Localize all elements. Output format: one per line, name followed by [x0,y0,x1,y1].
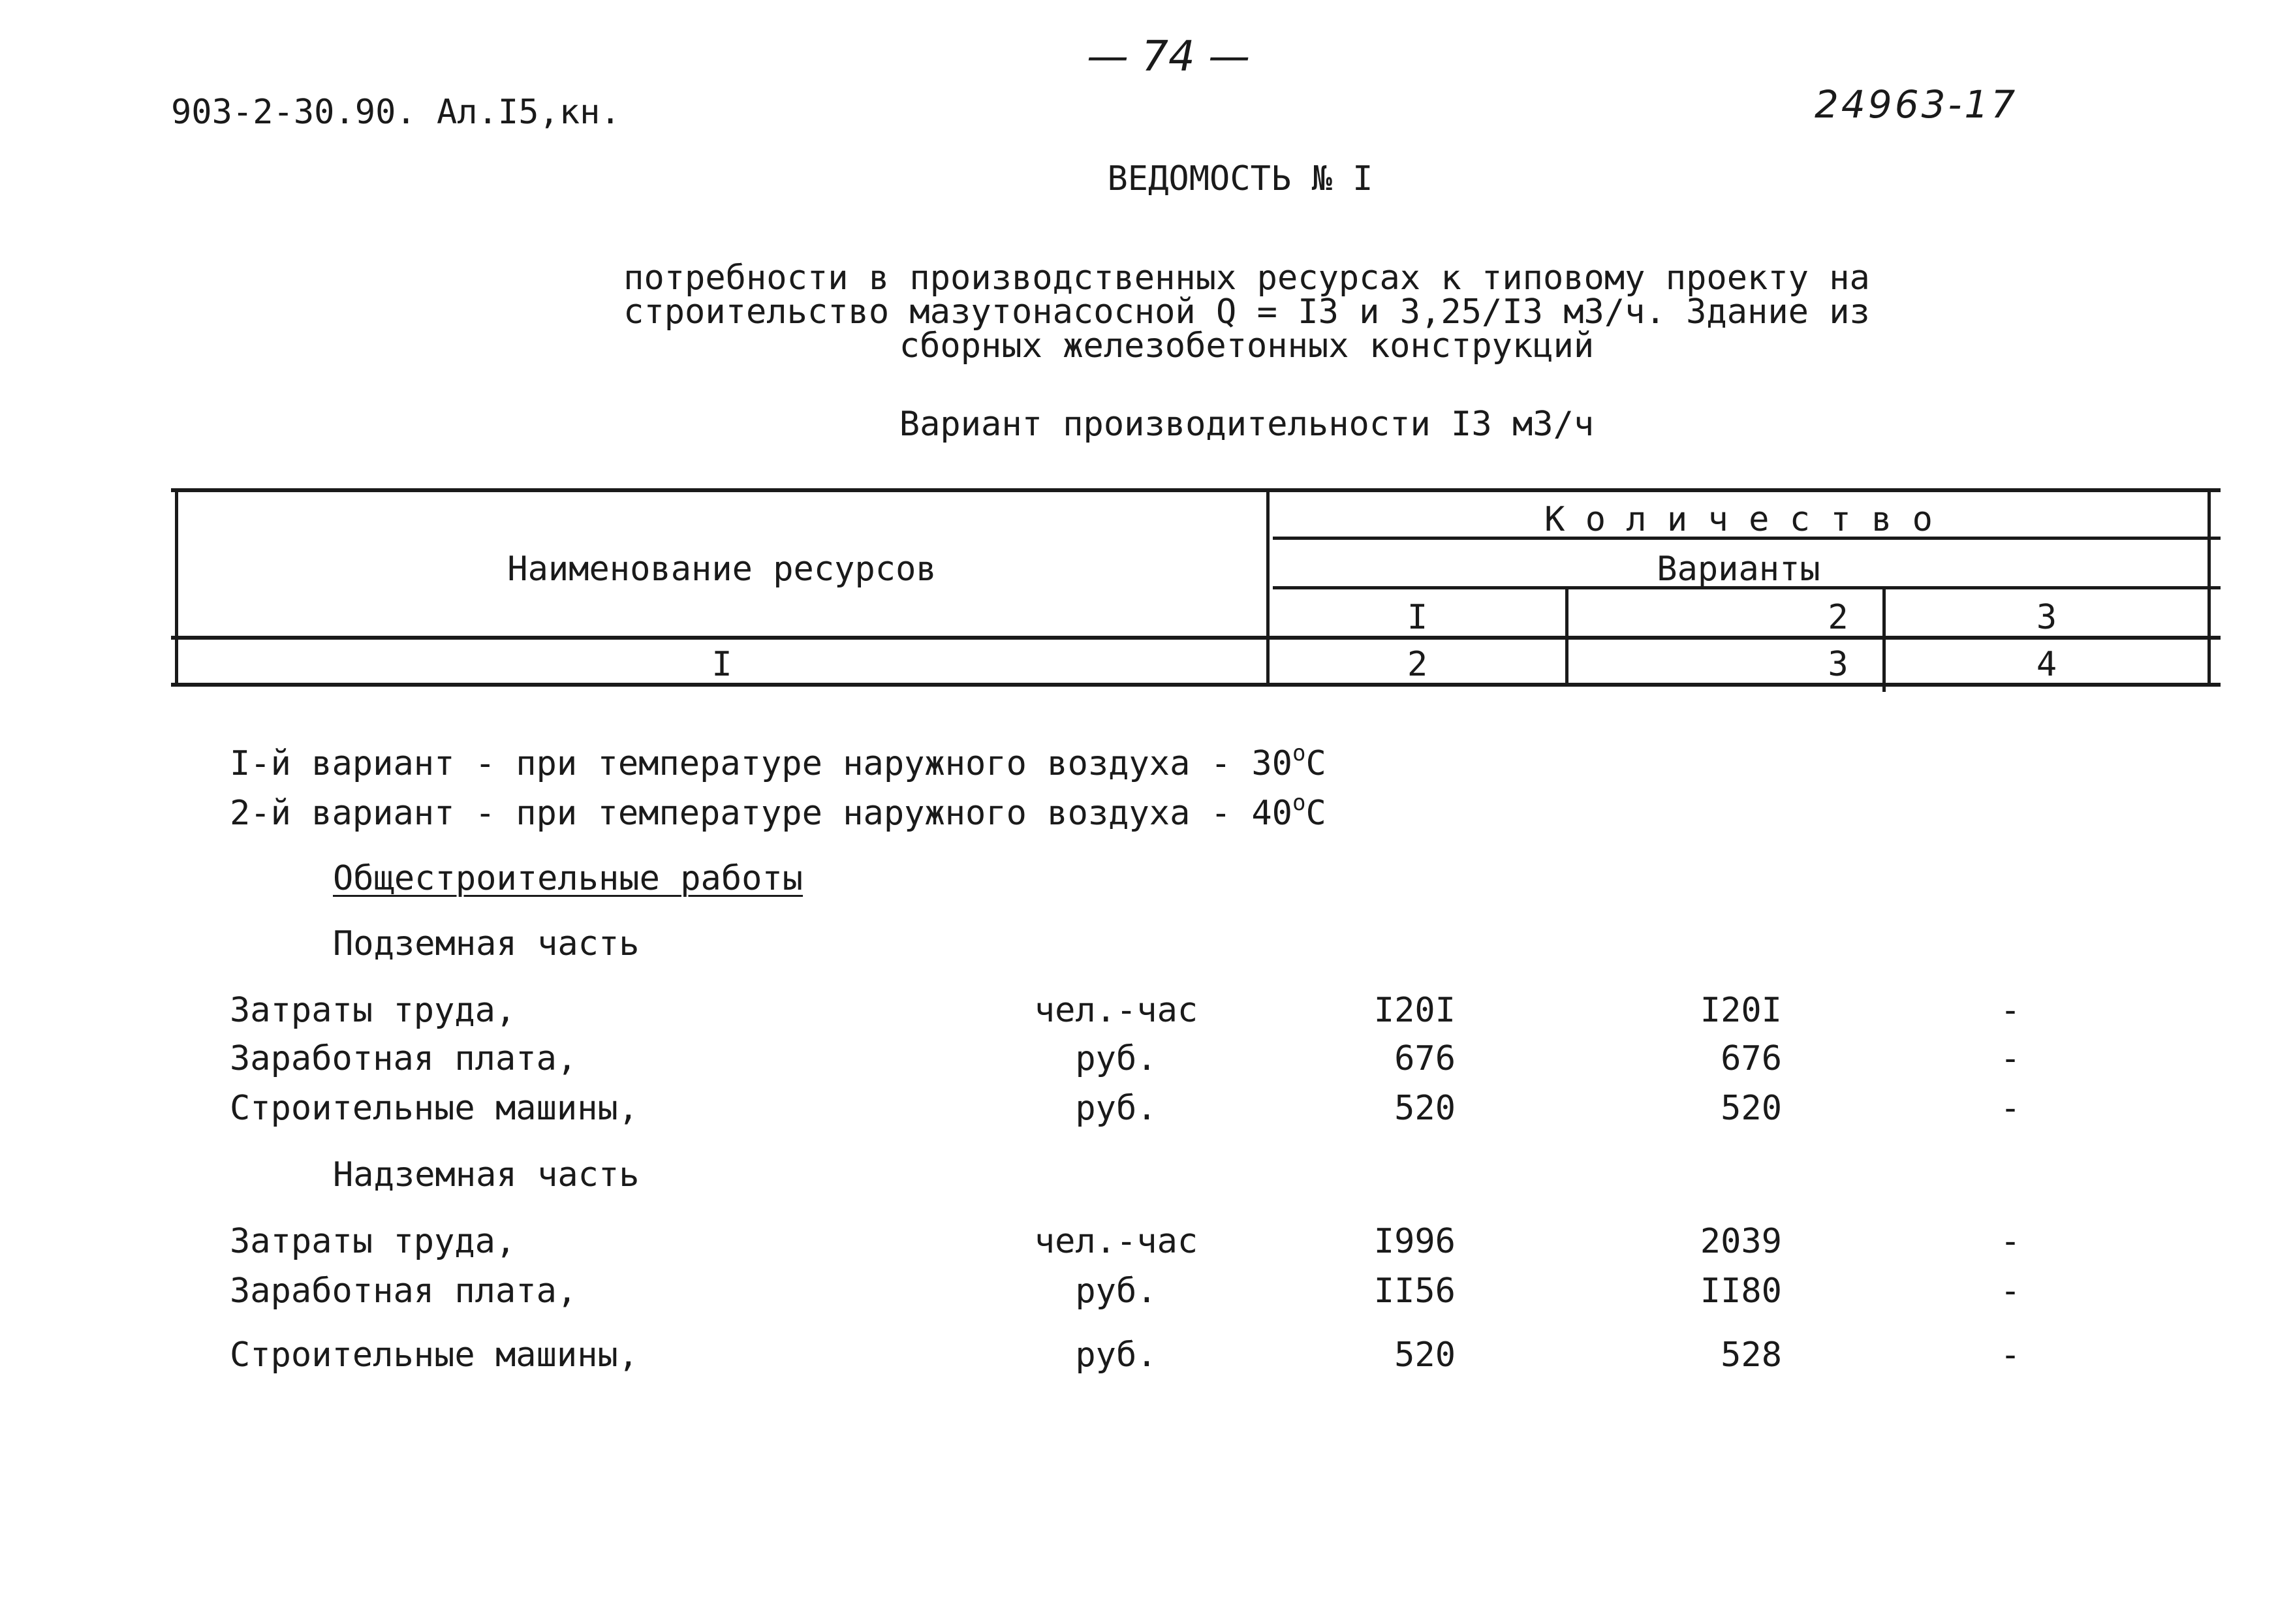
row-name: Заработная плата, [230,1039,578,1078]
title-line-3: сборных железобетонных конструкций [899,326,1595,366]
row-unit: чел.-час [1034,1222,1198,1261]
row-value-variant-3: - [2000,1222,2021,1261]
row-unit: руб. [1075,1089,1157,1128]
row-value-variant-1: 520 [1394,1089,1456,1128]
resource-name-header: Наименование ресурсов [507,550,937,589]
table-top-rule [171,488,2221,492]
title-line-2: строительство мазутонасосной Q = I3 и 3,25/I3 м3/ч. Здание из [623,292,1870,332]
row-value-variant-3: - [2000,1272,2021,1311]
row-name: Заработная плата, [230,1272,578,1311]
column-number-1: I [711,645,732,684]
variant-number-1: I [1407,598,1428,637]
row-name: Затраты труда, [230,1222,516,1261]
variants-header: Варианты [1657,550,1820,589]
row-unit: руб. [1075,1335,1157,1375]
column-number-3: 3 [1828,645,1848,684]
table-right-border [2207,488,2211,685]
row-name: Строительные машины, [230,1089,639,1128]
subsection-title-aboveground: Надземная часть [333,1155,640,1195]
variant-number-3: 3 [2036,598,2057,637]
variant-note-2-text: 2-й вариант - при температуре наружного воздуха - 40 [230,794,1292,833]
archive-number: 24963-17 [1815,82,2018,127]
row-unit: руб. [1075,1039,1157,1078]
variant-number-2: 2 [1828,598,1848,637]
row-value-variant-1: 676 [1394,1039,1456,1078]
row-value-variant-2: I20I [1700,991,1782,1030]
row-unit: руб. [1075,1272,1157,1311]
row-value-variant-2: 2039 [1700,1222,1782,1261]
variant-note-2 [230,789,1326,833]
row-value-variant-2: II80 [1700,1272,1782,1311]
document-code: 903-2-30.90. Ал.I5,кн. [171,93,621,132]
row-value-variant-2: 520 [1721,1089,1782,1128]
column-number-4: 4 [2036,645,2057,684]
row-value-variant-3: - [2000,991,2021,1030]
row-value-variant-1: I996 [1373,1222,1456,1261]
row-unit: чел.-час [1034,991,1198,1030]
subsection-title-underground: Подземная часть [333,924,640,963]
degree-sign: o [1292,789,1306,816]
document-heading: ВЕДОМОСТЬ № I [1107,159,1373,198]
column-number-2: 2 [1407,645,1428,684]
quantity-header: К о л и ч е с т в о [1544,500,1933,539]
degree-sign: o [1292,740,1306,766]
row-value-variant-1: 520 [1394,1335,1456,1375]
variant-note-1 [230,740,1326,783]
page-number: — 74 — [1086,33,1251,81]
row-value-variant-2: 676 [1721,1039,1782,1078]
title-line-1: потребности в производственных ресурсах к типовому проекту на [623,258,1870,298]
row-value-variant-3: - [2000,1089,2021,1128]
row-value-variant-2: 528 [1721,1335,1782,1375]
row-value-variant-3: - [2000,1335,2021,1375]
row-name: Затраты труда, [230,991,516,1030]
row-value-variant-3: - [2000,1039,2021,1078]
row-value-variant-1: II56 [1373,1272,1456,1311]
row-value-variant-1: I20I [1373,991,1456,1030]
degree-unit: C [1305,794,1326,833]
variant-note-1-text: I-й вариант - при температуре наружного воздуха - 30 [230,744,1292,783]
variant-subtitle: Вариант производительности I3 м3/ч [899,405,1595,444]
row-name: Строительные машины, [230,1335,639,1375]
degree-unit: C [1305,744,1326,783]
section-title: Общестроительные работы [333,859,803,898]
